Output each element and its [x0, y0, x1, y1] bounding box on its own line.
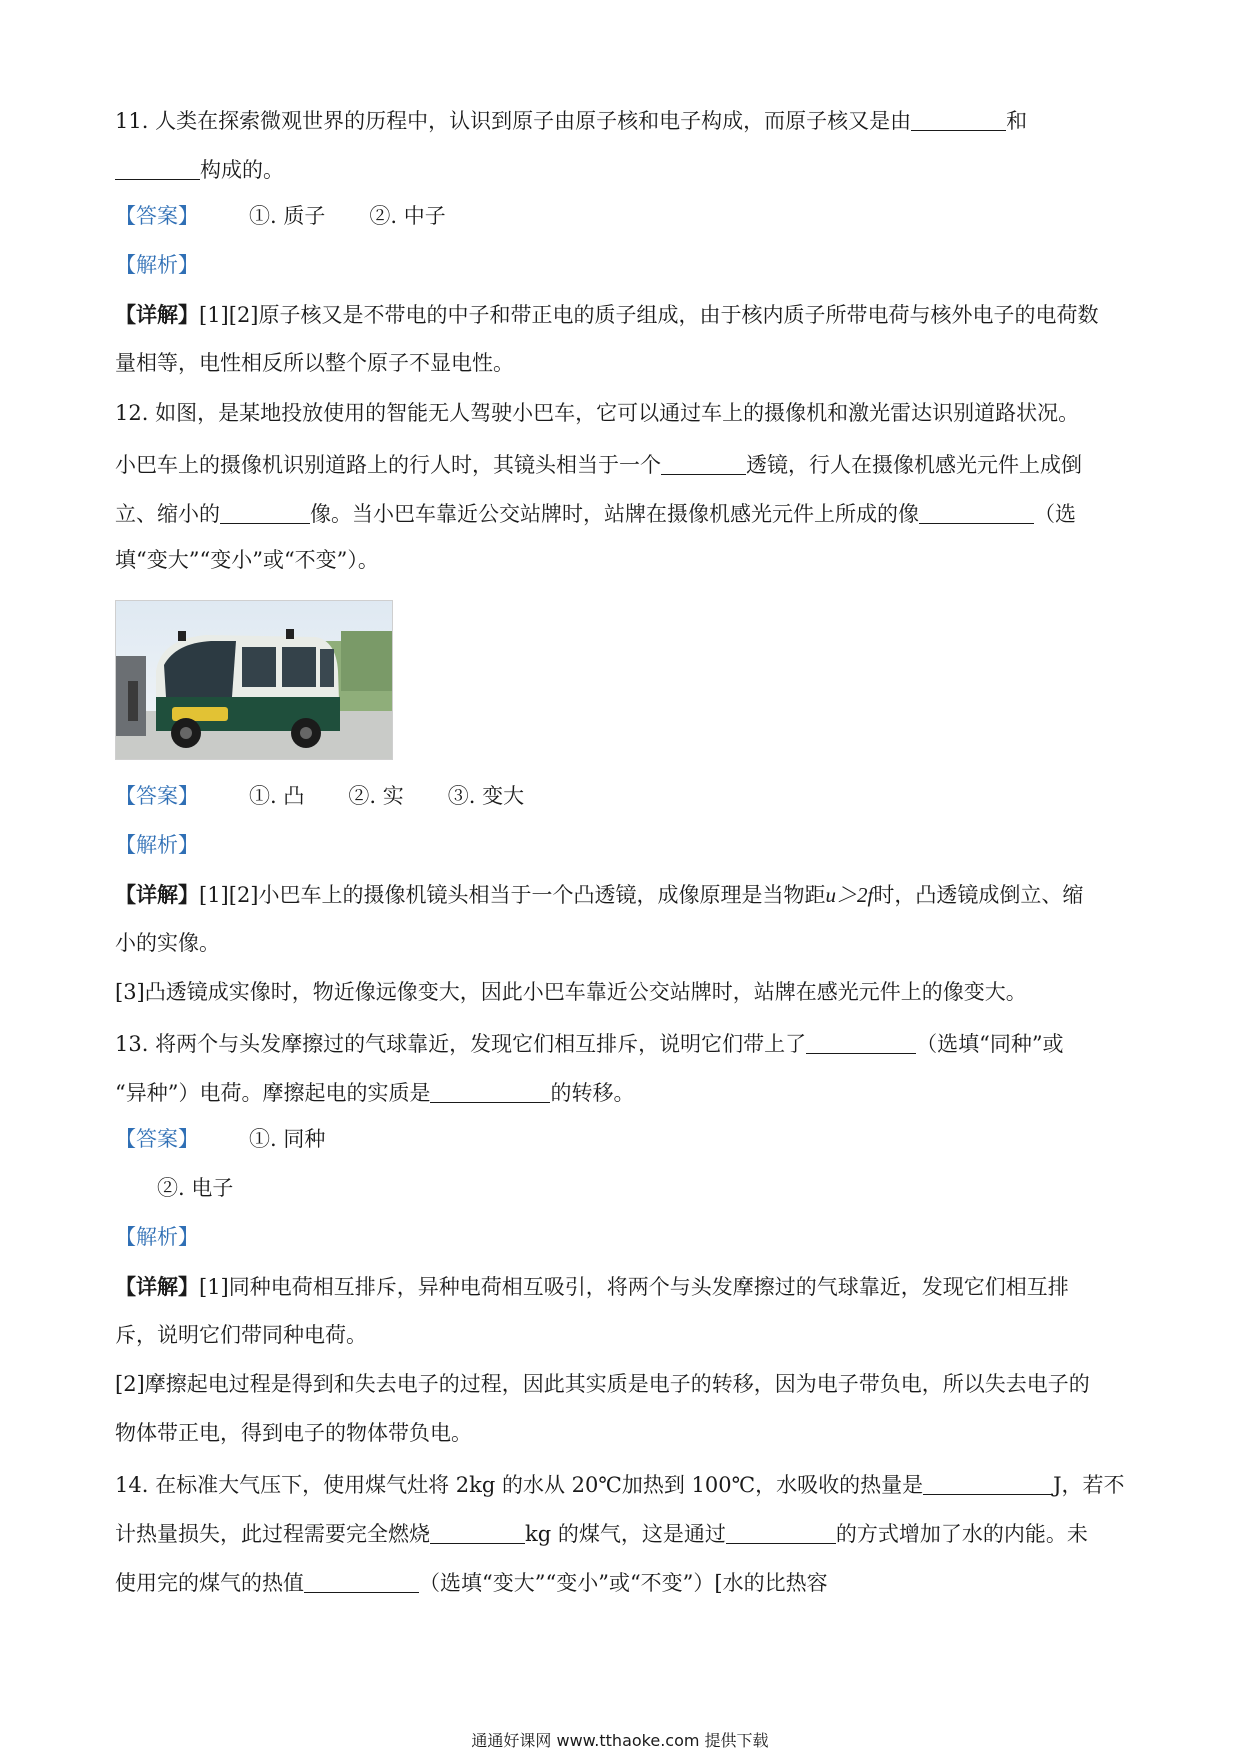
q13-answer-2: ②. 电子 [157, 1176, 234, 1200]
q11-answer-1: ①. 质子 [249, 204, 326, 228]
answer-label: 【答案】 [115, 784, 199, 808]
q13-answer-line [115, 1129, 325, 1150]
q11-stem-line-2 [115, 157, 284, 181]
q13-stem-text-2a: “异种”）电荷。摩擦起电的实质是 [115, 1080, 431, 1105]
q13-detail-text-1: [1]同种电荷相互排斥，异种电荷相互吸引，将两个与头发摩擦过的气球靠近，发现它们相互排 [199, 1275, 1069, 1299]
q12-stem-text-3b: 像。当小巴车靠近公交站牌时，站牌在摄像机感光元件上所成的像 [310, 501, 919, 526]
q12-detail-text-1b: 时，凸透镜成倒立、缩 [873, 883, 1084, 907]
detail-label: 【详解】 [115, 882, 199, 907]
q13-blank-1 [806, 1031, 916, 1054]
q14-stem-text-2c: 的方式增加了水的内能。未 [835, 1521, 1088, 1546]
q12-blank-3 [919, 501, 1034, 524]
q14-blank-3 [726, 1521, 836, 1544]
q12-stem-line-1: 12. 如图，是某地投放使用的智能无人驾驶小巴车，它可以通过车上的摄像机和激光雷达识别道路状况。 [115, 401, 1080, 425]
q12-analysis-label: 【解析】 [115, 833, 199, 857]
q13-stem-line-1 [115, 1031, 1064, 1055]
q14-stem-text-3b: （选填“变大”“变小”或“不变”）[水的比热容 [419, 1570, 828, 1595]
q11-detail-text-1: [1][2]原子核又是不带电的中子和带正电的质子组成，由于核内质子所带电荷与核外电子的电荷数 [199, 303, 1099, 327]
q13-blank-2 [430, 1080, 550, 1103]
q11-blank-2 [115, 157, 200, 180]
q12-detail-text-1a: [1][2]小巴车上的摄像机镜头相当于一个凸透镜，成像原理是当物距 [199, 883, 826, 907]
q11-stem-and: 和 [1006, 108, 1028, 133]
q11-detail-line-2: 量相等，电性相反所以整个原子不显电性。 [115, 351, 514, 375]
q14-stem-text-1b: J，若不 [1053, 1472, 1125, 1497]
q13-analysis-label: 【解析】 [115, 1225, 199, 1249]
minibus-image [116, 601, 392, 759]
q13-stem-text-1b: （选填“同种”或 [916, 1031, 1064, 1056]
q14-blank-1 [923, 1472, 1053, 1495]
q13-stem-text-1a: 13. 将两个与头发摩擦过的气球靠近，发现它们相互排斥，说明它们带上了 [115, 1031, 807, 1056]
q12-stem-line-3 [115, 501, 1076, 525]
detail-label: 【详解】 [115, 1274, 199, 1299]
answer-label: 【答案】 [115, 1127, 199, 1151]
q11-detail-line-1 [115, 304, 1099, 326]
page-footer: 通通好课网 www.tthaoke.com 提供下载 [471, 1731, 769, 1750]
detail-label: 【详解】 [115, 302, 199, 327]
q11-stem-line-1 [115, 108, 1027, 132]
q14-stem-line-1 [115, 1472, 1125, 1496]
q14-blank-4 [304, 1570, 419, 1593]
answer-label: 【答案】 [115, 204, 199, 228]
q12-answer-2: ②. 实 [348, 784, 404, 808]
q12-stem-text-3c: （选 [1034, 501, 1076, 526]
q12-detail-line-3: [3]凸透镜成实像时，物近像远像变大，因此小巴车靠近公交站牌时，站牌在感光元件上的像变大。 [115, 980, 1027, 1004]
q13-stem-text-2b: 的转移。 [550, 1080, 635, 1105]
q13-detail-line-3: [2]摩擦起电过程是得到和失去电子的过程，因此其实质是电子的转移，因为电子带负电，所以失去电子的 [115, 1372, 1090, 1396]
q12-blank-2 [220, 501, 310, 524]
q12-stem-text-3a: 立、缩小的 [115, 501, 220, 526]
q12-detail-line-1 [115, 884, 1083, 906]
q12-stem-text-2b: 透镜，行人在摄像机感光元件上成倒 [746, 452, 1082, 477]
q11-stem-end: 构成的。 [200, 157, 284, 182]
q12-detail-line-2: 小的实像。 [115, 931, 220, 955]
q12-stem-line-4: 填“变大”“变小”或“不变”）。 [115, 548, 379, 572]
q11-analysis-label: 【解析】 [115, 253, 199, 277]
q14-stem-line-2 [115, 1521, 1088, 1545]
q13-answer-1: ①. 同种 [249, 1127, 326, 1151]
q12-answer-line [115, 786, 524, 807]
q11-answer-line [115, 206, 446, 227]
q12-detail-math: u＞2f [825, 883, 874, 907]
q12-stem-line-2 [115, 452, 1082, 476]
q11-blank-1 [911, 108, 1006, 131]
q13-detail-line-1 [115, 1276, 1069, 1298]
q12-answer-3: ③. 变大 [447, 784, 525, 808]
q13-detail-line-2: 斥，说明它们带同种电荷。 [115, 1323, 367, 1347]
q14-stem-text-3a: 使用完的煤气的热值 [115, 1570, 304, 1595]
q12-answer-1: ①. 凸 [249, 784, 305, 808]
q13-detail-line-4: 物体带正电，得到电子的物体带负电。 [115, 1421, 472, 1445]
q12-stem-text-2a: 小巴车上的摄像机识别道路上的行人时，其镜头相当于一个 [115, 452, 661, 477]
q14-stem-text-2a: 计热量损失，此过程需要完全燃烧 [115, 1521, 430, 1546]
q14-stem-line-3 [115, 1570, 828, 1594]
q12-blank-1 [661, 452, 746, 475]
q14-blank-2 [430, 1521, 525, 1544]
q11-stem-text: 11. 人类在探索微观世界的历程中，认识到原子由原子核和电子构成，而原子核又是由 [115, 108, 912, 133]
q14-stem-text-1a: 14. 在标准大气压下，使用煤气灶将 2kg 的水从 20℃加热到 100℃，水吸收的热量是 [115, 1472, 924, 1497]
q14-stem-text-2b: kg 的煤气，这是通过 [525, 1521, 726, 1546]
q11-answer-2: ②. 中子 [369, 204, 446, 228]
q13-stem-line-2 [115, 1080, 634, 1104]
autonomous-minibus-photo [115, 600, 393, 760]
